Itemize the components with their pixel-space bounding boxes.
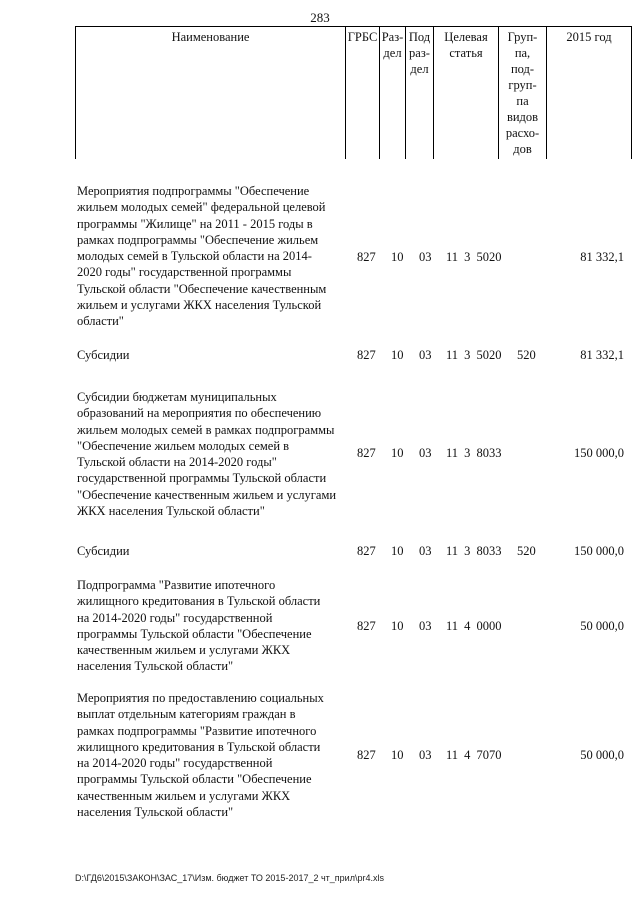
row-name: Мероприятия по предоставлению социальных выплат отдельным категориям граждан в рамках подпрограммы "Развитие ипотечного жилищного кредитования в Тульской области на 2014-2020 годы" государственной программы Тульской области "Обеспечение качественным жильем и услугами ЖКХ населения Тульской области" (77, 691, 324, 820)
row-podrazdel: 03 (419, 348, 432, 362)
header-razdel: Раз- дел (380, 27, 406, 158)
row-sum: 50 000,0 (580, 748, 624, 762)
row-sum: 150 000,0 (574, 544, 624, 558)
row-razdel: 10 (391, 348, 404, 362)
page-number: 283 (310, 10, 330, 25)
row-razdel: 10 (391, 544, 404, 558)
row-grbs: 827 (357, 544, 376, 558)
row-razdel: 10 (391, 619, 404, 633)
row-podrazdel: 03 (419, 250, 432, 264)
row-expense-group: 520 (517, 348, 536, 362)
row-sum: 150 000,0 (574, 446, 624, 460)
row-razdel: 10 (391, 250, 404, 264)
row-target-article: 11 3 5020 (446, 250, 502, 264)
row-grbs: 827 (357, 748, 376, 762)
row-grbs: 827 (357, 619, 376, 633)
row-podrazdel: 03 (419, 748, 432, 762)
row-podrazdel: 03 (419, 619, 432, 633)
row-razdel: 10 (391, 446, 404, 460)
row-podrazdel: 03 (419, 446, 432, 460)
row-grbs: 827 (357, 250, 376, 264)
row-sum: 50 000,0 (580, 619, 624, 633)
row-target-article: 11 4 0000 (446, 619, 502, 633)
header-grbs: ГРБС (346, 27, 380, 158)
row-expense-group: 520 (517, 544, 536, 558)
header-expense-group: Груп- па, под- груп- па видов расхо- дов (499, 27, 547, 158)
row-name: Субсидии (77, 544, 130, 558)
file-path-footer: D:\ГД6\2015\ЗАКОН\ЗАС_17\Изм. бюджет ТО 2015-2017_2 чт_прил\pr4.xls (75, 873, 384, 883)
row-target-article: 11 3 5020 (446, 348, 502, 362)
header-podrazdel: Под раз- дел (406, 27, 434, 158)
row-razdel: 10 (391, 748, 404, 762)
row-grbs: 827 (357, 348, 376, 362)
row-sum: 81 332,1 (580, 348, 624, 362)
row-name: Подпрограмма "Развитие ипотечного жилищного кредитования в Тульской области на 2014-2020 годы" государственной программы Тульской области "Обеспечение качественным жильем и услугами ЖКХ населения Тульской области" (77, 578, 321, 674)
row-target-article: 11 4 7070 (446, 748, 502, 762)
row-target-article: 11 3 8033 (446, 446, 502, 460)
row-sum: 81 332,1 (580, 250, 624, 264)
row-target-article: 11 3 8033 (446, 544, 502, 558)
header-name: Наименование (76, 27, 346, 158)
row-name: Субсидии бюджетам муниципальных образований на мероприятия по обеспечению жильем молодых семей в рамках подпрограммы "Обеспечение жильем молодых семей в Тульской области на 2014-2020 годы" государственной программы Тульской области "Обеспечение качественным жильем и услугами ЖКХ населения Тульской области" (77, 390, 337, 519)
row-name: Мероприятия подпрограммы "Обеспечение жильем молодых семей" федеральной целевой программы "Жилище" на 2011 - 2015 годы в рамках подпрограммы "Обеспечение жильем молодых семей в Тульской области на 2014- 2020 годы" государственной программы Тульской области "Обеспечение качественным жильем и услугами ЖКХ населения Тульской области" (77, 184, 327, 329)
row-name: Субсидии (77, 348, 130, 362)
header-target-article: Целевая статья (434, 27, 499, 158)
header-year-2015: 2015 год (547, 27, 632, 158)
row-podrazdel: 03 (419, 544, 432, 558)
row-grbs: 827 (357, 446, 376, 460)
